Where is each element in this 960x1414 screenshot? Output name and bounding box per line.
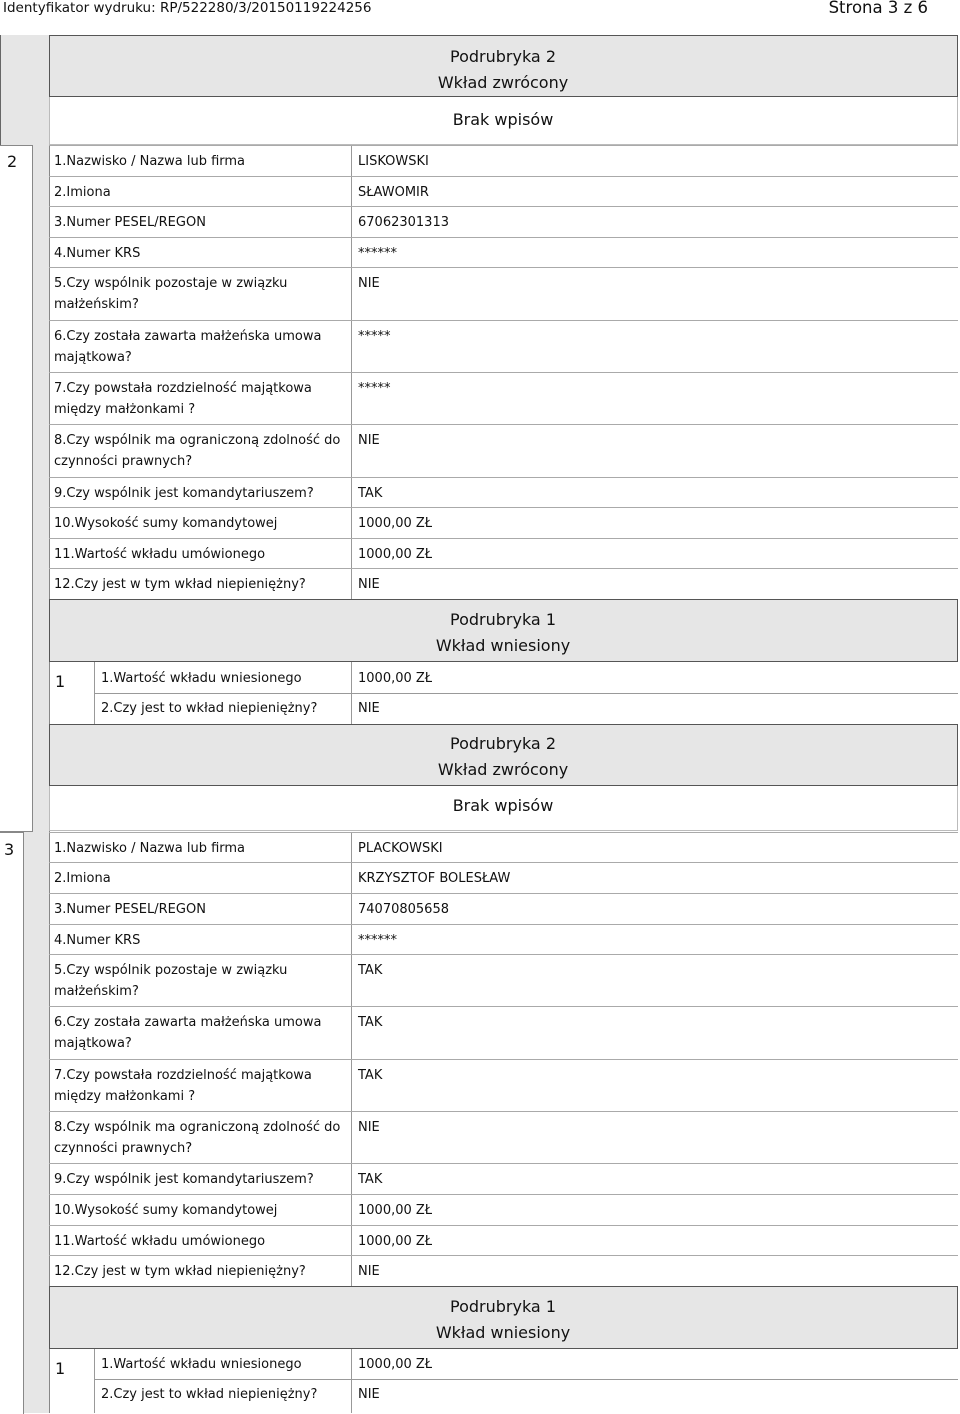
field-value: NIE	[358, 577, 380, 592]
top-brak-wpisow: Brak wpisów	[452, 110, 554, 129]
column-divider	[351, 177, 352, 207]
field-row	[49, 1194, 958, 1225]
entry-2-number: 2	[7, 152, 18, 171]
field-label: 6.Czy została zawarta małżeńska umowa majątkowa?	[54, 329, 322, 365]
entry-2-sub2-label: Podrubryka 2	[450, 734, 556, 753]
entry-2-sub2-empty: Brak wpisów	[452, 796, 554, 815]
field-label: 9.Czy wspólnik jest komandytariuszem?	[54, 486, 314, 501]
entry-3-sub1-label: Podrubryka 1	[450, 1297, 556, 1316]
column-divider	[351, 569, 352, 600]
field-row	[49, 267, 958, 320]
column-divider	[351, 373, 352, 425]
divider	[94, 1379, 958, 1380]
field-row	[49, 538, 958, 568]
column-divider	[351, 238, 352, 268]
field-label: 9.Czy wspólnik jest komandytariuszem?	[54, 1172, 314, 1187]
column-divider	[351, 1060, 352, 1112]
field-row	[49, 477, 958, 507]
entry-2-sub1-number: 1	[55, 672, 66, 691]
field-row	[49, 924, 958, 954]
field-value: NIE	[358, 276, 380, 291]
field-label: 7.Czy powstała rozdzielność majątkowa między małżonkami ?	[54, 1068, 312, 1104]
field-row	[49, 568, 958, 599]
column-divider	[351, 207, 352, 238]
field-value: 1000,00 ZŁ	[358, 547, 433, 562]
divider	[351, 662, 352, 724]
field-label: 3.Numer PESEL/REGON	[54, 902, 206, 917]
column-divider	[351, 1195, 352, 1226]
entry-2-rail	[0, 145, 33, 832]
field-row	[49, 1006, 958, 1059]
column-divider	[351, 1112, 352, 1164]
field-row	[49, 1255, 958, 1286]
entry-3-sub1-title: Wkład wniesiony	[435, 1323, 571, 1342]
top-podrubryka-label: Podrubryka 2	[450, 47, 556, 66]
field-label: 1.Nazwisko / Nazwa lub firma	[54, 154, 246, 169]
entry-3-sub1-field-2-label: 2.Czy jest to wkład niepieniężny?	[101, 1387, 318, 1402]
field-label: 2.Imiona	[54, 185, 111, 200]
column-divider	[351, 1256, 352, 1287]
field-row	[49, 372, 958, 424]
field-row	[49, 176, 958, 206]
entry-2-sub1-title: Wkład wniesiony	[435, 636, 571, 655]
field-row	[49, 893, 958, 924]
column-divider	[351, 508, 352, 539]
field-row	[49, 320, 958, 372]
field-row	[49, 424, 958, 477]
field-label: 8.Czy wspólnik ma ograniczoną zdolność do czynności prawnych?	[54, 433, 341, 469]
entry-3-sub1-field-2-value: NIE	[358, 1387, 380, 1402]
field-value: TAK	[358, 1068, 383, 1083]
field-value: ******	[358, 933, 397, 948]
field-row	[49, 1111, 958, 1163]
field-row	[49, 145, 958, 176]
field-value: 1000,00 ZŁ	[358, 1234, 433, 1249]
field-value: 74070805658	[358, 902, 449, 917]
field-row	[49, 1059, 958, 1111]
field-label: 3.Numer PESEL/REGON	[54, 215, 206, 230]
field-label: 5.Czy wspólnik pozostaje w związku małżeńskim?	[54, 963, 288, 999]
field-label: 5.Czy wspólnik pozostaje w związku małżeńskim?	[54, 276, 288, 312]
field-row	[49, 862, 958, 893]
field-label: 11.Wartość wkładu umówionego	[54, 547, 266, 562]
field-label: 10.Wysokość sumy komandytowej	[54, 1203, 278, 1218]
field-row	[49, 954, 958, 1006]
field-label: 4.Numer KRS	[54, 246, 141, 261]
column-divider	[351, 894, 352, 925]
field-row	[49, 206, 958, 237]
field-row	[49, 1163, 958, 1194]
field-value: TAK	[358, 486, 383, 501]
field-label: 11.Wartość wkładu umówionego	[54, 1234, 266, 1249]
field-value: TAK	[358, 1015, 383, 1030]
column-divider	[351, 146, 352, 177]
field-row	[49, 507, 958, 538]
field-label: 2.Imiona	[54, 871, 111, 886]
top-podrubryka-title: Wkład zwrócony	[437, 73, 569, 92]
field-label: 4.Numer KRS	[54, 933, 141, 948]
field-label: 6.Czy została zawarta małżeńska umowa majątkowa?	[54, 1015, 322, 1051]
field-row	[49, 832, 958, 862]
page-number: Strona 3 z 6	[828, 0, 928, 17]
entry-2-sub1-field-2-value: NIE	[358, 701, 380, 716]
field-label: 7.Czy powstała rozdzielność majątkowa między małżonkami ?	[54, 381, 312, 417]
column-divider	[351, 478, 352, 508]
field-value: NIE	[358, 433, 380, 448]
column-divider	[351, 925, 352, 955]
field-value: *****	[358, 381, 391, 396]
field-value: TAK	[358, 1172, 383, 1187]
entry-2-sub1-field-2-label: 2.Czy jest to wkład niepieniężny?	[101, 701, 318, 716]
entry-3-sub1-number: 1	[55, 1359, 66, 1378]
field-label: 8.Czy wspólnik ma ograniczoną zdolność do czynności prawnych?	[54, 1120, 341, 1156]
column-divider	[351, 863, 352, 894]
entry-2-sub1-field-1-label: 1.Wartość wkładu wniesionego	[101, 671, 302, 686]
column-divider	[351, 1226, 352, 1256]
field-value: KRZYSZTOF BOLESŁAW	[358, 871, 511, 886]
field-label: 12.Czy jest w tym wkład niepieniężny?	[54, 577, 306, 592]
column-divider	[351, 268, 352, 321]
entry-2-sub2-title: Wkład zwrócony	[437, 760, 569, 779]
field-value: NIE	[358, 1264, 380, 1279]
field-value: LISKOWSKI	[358, 154, 429, 169]
entry-3-number: 3	[4, 840, 15, 859]
column-divider	[351, 321, 352, 373]
field-value: ******	[358, 246, 397, 261]
column-divider	[351, 833, 352, 863]
column-divider	[351, 425, 352, 478]
divider	[94, 693, 958, 694]
column-divider	[351, 1007, 352, 1060]
field-label: 1.Nazwisko / Nazwa lub firma	[54, 841, 246, 856]
entry-3-sub1-field-1-value: 1000,00 ZŁ	[358, 1357, 433, 1372]
field-label: 12.Czy jest w tym wkład niepieniężny?	[54, 1264, 306, 1279]
field-value: TAK	[358, 963, 383, 978]
column-divider	[351, 539, 352, 569]
field-value: SŁAWOMIR	[358, 185, 429, 200]
field-value: *****	[358, 329, 391, 344]
entry-2-sub1-field-1-value: 1000,00 ZŁ	[358, 671, 433, 686]
print-identifier: Identyfikator wydruku: RP/522280/3/20150119224256	[3, 0, 372, 16]
field-value: PLACKOWSKI	[358, 841, 443, 856]
field-row	[49, 237, 958, 267]
field-row	[49, 1225, 958, 1255]
field-value: 1000,00 ZŁ	[358, 1203, 433, 1218]
column-divider	[351, 1164, 352, 1195]
field-value: 67062301313	[358, 215, 449, 230]
entry-3-rail	[0, 832, 24, 1414]
column-divider	[351, 955, 352, 1007]
field-label: 10.Wysokość sumy komandytowej	[54, 516, 278, 531]
divider	[351, 1349, 352, 1413]
entry-3-sub1-field-1-label: 1.Wartość wkładu wniesionego	[101, 1357, 302, 1372]
field-value: 1000,00 ZŁ	[358, 516, 433, 531]
field-value: NIE	[358, 1120, 380, 1135]
entry-2-sub1-label: Podrubryka 1	[450, 610, 556, 629]
